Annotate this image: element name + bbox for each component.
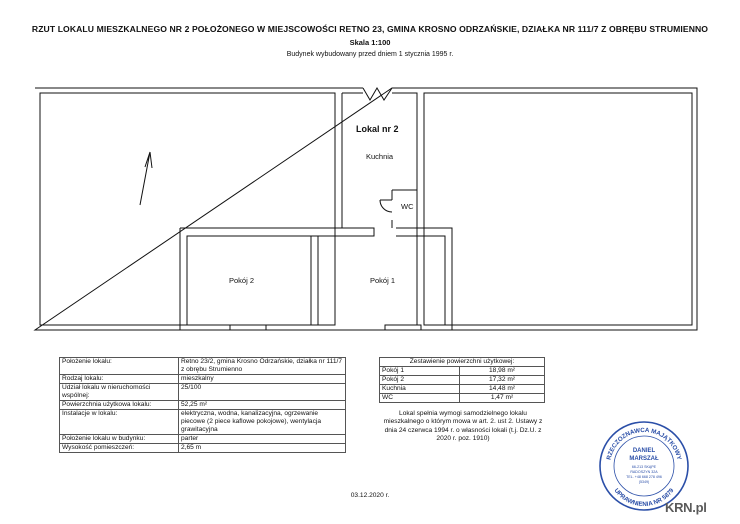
stamp-reg: (5349) [638, 480, 650, 484]
stamp-ring-bottom: UPRAWNIENIA NR 5879 [612, 487, 676, 509]
window-room2 [230, 325, 266, 330]
table-row: Położenie lokalu w budynku: parter [60, 435, 346, 444]
table-header: Zestawienie powierzchni użytkowej: [380, 358, 545, 367]
scale-label: Skala 1:100 [349, 38, 391, 47]
table-row: Położenie lokalu: Retno 23/2, gmina Krosno Odrzańskie, działka nr 111/7 z obrębu Strumienno [60, 358, 346, 375]
rooms-wall [180, 228, 374, 325]
table-row: Pokój 1 18,98 m² [380, 367, 545, 376]
room-divider [311, 236, 318, 325]
window-room1 [385, 325, 421, 330]
table-row: Udział lokalu w nieruchomości wspólnej: 25/100 [60, 384, 346, 401]
corridor-bottom-inner [396, 236, 445, 325]
room-label-kitchen: Kuchnia [366, 152, 394, 161]
area-summary-table [379, 357, 545, 403]
stamp-ring-top: RZECZOZNAWCA MAJĄTKOWY [605, 426, 683, 461]
appraiser-stamp [598, 420, 690, 512]
table-row: Pokój 2 17,32 m² [380, 376, 545, 385]
built-note: Budynek wybudowany przed dniem 1 stycznia 1995 r. [286, 51, 454, 58]
table-row: WC 1,47 m² [380, 394, 545, 403]
stamp-name-1: DANIEL [632, 448, 656, 454]
table-row: Powierzchnia użytkowa lokalu: 52,25 m² [60, 401, 346, 410]
room-label-pokoj-1: Pokój 1 [370, 276, 396, 285]
stamp-addr-3: TEL. +48 668 278 496 [626, 475, 662, 479]
unit-label: Lokal nr 2 [356, 124, 399, 134]
stamp-addr-1: 66-213 SKĄPE [631, 465, 657, 469]
compliance-note: Lokal spełnia wymogi samodzielnego lokalu mieszkalnego o którym mowa w art. 2. ust 2. Ustawy z dnia 24 czerwca 1994 r. o własności lokali (t.j. Dz.U. z 2020 r. poz. 1910) [383, 410, 543, 443]
room-label-pokoj-2: Pokój 2 [229, 276, 255, 285]
north-arrow [140, 152, 152, 205]
site-watermark: KRN.pl [665, 500, 707, 515]
room-label-wc: WC [401, 202, 414, 211]
unit-info-table [59, 357, 346, 453]
document-date: 03.12.2020 r. [350, 492, 390, 499]
table-row: Kuchnia 14,48 m² [380, 385, 545, 394]
wc-door [380, 200, 392, 212]
stamp-name-2: MARSZAŁ [629, 456, 659, 462]
table-row: Rodzaj lokalu: mieszkalny [60, 375, 346, 384]
table-row: Instalacje w lokalu: elektryczna, wodna, kanalizacyjna, ogrzewanie piecowe (2 piece kaflowe pokojowe), wentylacja grawitacyjna [60, 410, 346, 435]
stamp-addr-2: RADOSZYN 32A [630, 470, 658, 474]
page-title: RZUT LOKALU MIESZKALNEGO NR 2 POŁOŻONEGO W MIEJSCOWOŚCI RETNO 23, GMINA KROSNO ODRZAŃSKIE, DZIAŁKA NR 111/7 Z OBRĘBU STRUMIENNO [31, 24, 709, 34]
right-unit-wall [424, 93, 692, 325]
table-row: Wysokość pomieszczeń: 2,65 m [60, 444, 346, 453]
